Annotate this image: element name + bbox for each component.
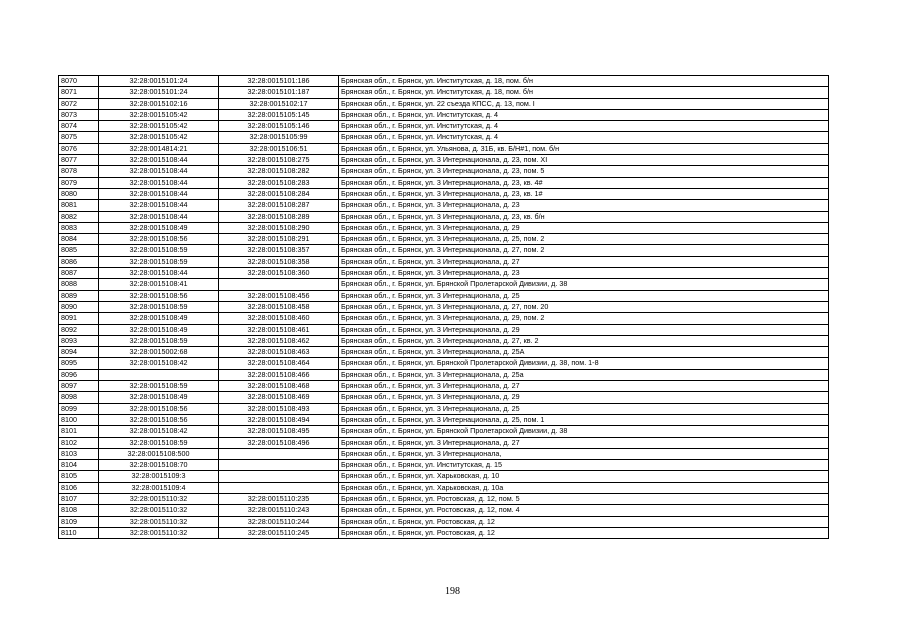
table-row: [59, 426, 829, 437]
quarter-number-cell: 32:28:0015108:59: [99, 301, 219, 312]
table-row: [59, 200, 829, 211]
table-row: [59, 155, 829, 166]
page-number: 198: [445, 586, 460, 597]
address-cell: Брянская обл., г. Брянск, ул. 3 Интернационала, д. 27, пом. 2: [339, 245, 829, 256]
address-cell: Брянская обл., г. Брянск, ул. Институтская, д. 4: [339, 132, 829, 143]
property-register-table: [58, 75, 829, 539]
row-number-cell: 8100: [59, 414, 99, 425]
address-cell: Брянская обл., г. Брянск, ул. Брянской Пролетарской Дивизии, д. 38: [339, 426, 829, 437]
row-number-cell: 8106: [59, 482, 99, 493]
cadastral-number-cell: [219, 482, 339, 493]
quarter-number-cell: 32:28:0015110:32: [99, 516, 219, 527]
address-cell: Брянская обл., г. Брянск, ул. 3 Интернационала, д. 29: [339, 392, 829, 403]
table-row: [59, 347, 829, 358]
quarter-number-cell: 32:28:0015108:49: [99, 324, 219, 335]
quarter-number-cell: 32:28:0015108:56: [99, 290, 219, 301]
row-number-cell: 8093: [59, 335, 99, 346]
row-number-cell: 8085: [59, 245, 99, 256]
cadastral-number-cell: 32:28:0015110:235: [219, 493, 339, 504]
quarter-number-cell: 32:28:0015108:44: [99, 268, 219, 279]
row-number-cell: 8108: [59, 505, 99, 516]
address-cell: Брянская обл., г. Брянск, ул. Институтская, д. 15: [339, 460, 829, 471]
cadastral-number-cell: 32:28:0015108:468: [219, 381, 339, 392]
cadastral-number-cell: 32:28:0015105:99: [219, 132, 339, 143]
cadastral-number-cell: 32:28:0015108:282: [219, 166, 339, 177]
cadastral-number-cell: 32:28:0015108:460: [219, 313, 339, 324]
address-cell: Брянская обл., г. Брянск, ул. Харьковская, д. 10: [339, 471, 829, 482]
quarter-number-cell: 32:28:0015002:68: [99, 347, 219, 358]
row-number-cell: 8079: [59, 177, 99, 188]
table-row: [59, 448, 829, 459]
cadastral-number-cell: 32:28:0015108:358: [219, 256, 339, 267]
quarter-number-cell: 32:28:0015108:44: [99, 155, 219, 166]
table-row: [59, 98, 829, 109]
row-number-cell: 8084: [59, 234, 99, 245]
cadastral-number-cell: 32:28:0015108:290: [219, 222, 339, 233]
row-number-cell: 8087: [59, 268, 99, 279]
table-row: [59, 324, 829, 335]
quarter-number-cell: 32:28:0015108:59: [99, 437, 219, 448]
table-row: [59, 121, 829, 132]
table-row: [59, 211, 829, 222]
row-number-cell: 8095: [59, 358, 99, 369]
row-number-cell: 8073: [59, 109, 99, 120]
quarter-number-cell: 32:28:0015109:4: [99, 482, 219, 493]
row-number-cell: 8098: [59, 392, 99, 403]
quarter-number-cell: 32:28:0015108:56: [99, 414, 219, 425]
table-row: [59, 460, 829, 471]
quarter-number-cell: 32:28:0015108:59: [99, 245, 219, 256]
row-number-cell: 8109: [59, 516, 99, 527]
cadastral-number-cell: 32:28:0015110:244: [219, 516, 339, 527]
address-cell: Брянская обл., г. Брянск, ул. 3 Интернационала, д. 23: [339, 268, 829, 279]
table-row: [59, 143, 829, 154]
address-cell: Брянская обл., г. Брянск, ул. 3 Интернационала, д. 25, пом. 1: [339, 414, 829, 425]
cadastral-number-cell: 32:28:0015108:462: [219, 335, 339, 346]
cadastral-number-cell: 32:28:0015105:146: [219, 121, 339, 132]
quarter-number-cell: 32:28:0015110:32: [99, 527, 219, 538]
quarter-number-cell: 32:28:0015108:59: [99, 381, 219, 392]
address-cell: Брянская обл., г. Брянск, ул. 3 Интернационала, д. 25: [339, 290, 829, 301]
table-row: [59, 109, 829, 120]
quarter-number-cell: 32:28:0015108:44: [99, 188, 219, 199]
quarter-number-cell: 32:28:0015108:56: [99, 403, 219, 414]
quarter-number-cell: 32:28:0015108:41: [99, 279, 219, 290]
cadastral-number-cell: 32:28:0015108:496: [219, 437, 339, 448]
table-row: [59, 256, 829, 267]
cadastral-number-cell: 32:28:0015102:17: [219, 98, 339, 109]
row-number-cell: 8081: [59, 200, 99, 211]
table-row: [59, 245, 829, 256]
quarter-number-cell: 32:28:0015109:3: [99, 471, 219, 482]
quarter-number-cell: 32:28:0015105:42: [99, 132, 219, 143]
address-cell: Брянская обл., г. Брянск, ул. 3 Интернационала, д. 23, кв. б/н: [339, 211, 829, 222]
cadastral-number-cell: 32:28:0015108:357: [219, 245, 339, 256]
quarter-number-cell: 32:28:0015108:70: [99, 460, 219, 471]
table-row: [59, 403, 829, 414]
cadastral-number-cell: [219, 460, 339, 471]
cadastral-number-cell: 32:28:0015108:493: [219, 403, 339, 414]
table-row: [59, 166, 829, 177]
address-cell: Брянская обл., г. Брянск, ул. 3 Интернационала, д. 23, кв. 1#: [339, 188, 829, 199]
cadastral-number-cell: 32:28:0015110:245: [219, 527, 339, 538]
quarter-number-cell: 32:28:0015108:59: [99, 335, 219, 346]
cadastral-number-cell: 32:28:0015101:187: [219, 87, 339, 98]
cadastral-number-cell: 32:28:0015108:494: [219, 414, 339, 425]
cadastral-number-cell: 32:28:0015108:275: [219, 155, 339, 166]
row-number-cell: 8090: [59, 301, 99, 312]
quarter-number-cell: 32:28:0015108:44: [99, 200, 219, 211]
quarter-number-cell: 32:28:0015110:32: [99, 493, 219, 504]
quarter-number-cell: 32:28:0015108:49: [99, 222, 219, 233]
row-number-cell: 8074: [59, 121, 99, 132]
cadastral-number-cell: [219, 279, 339, 290]
table-row: [59, 234, 829, 245]
cadastral-number-cell: 32:28:0015106:51: [219, 143, 339, 154]
row-number-cell: 8088: [59, 279, 99, 290]
address-cell: Брянская обл., г. Брянск, ул. Брянской Пролетарской Дивизии, д. 38: [339, 279, 829, 290]
table-row: [59, 358, 829, 369]
address-cell: Брянская обл., г. Брянск, ул. 3 Интернационала, д. 27, кв. 2: [339, 335, 829, 346]
address-cell: Брянская обл., г. Брянск, ул. 3 Интернационала, д. 27: [339, 437, 829, 448]
address-cell: Брянская обл., г. Брянск, ул. 3 Интернационала, д. 27, пом. 20: [339, 301, 829, 312]
address-cell: Брянская обл., г. Брянск, ул. 3 Интернационала, д. 23, кв. 4#: [339, 177, 829, 188]
cadastral-number-cell: [219, 471, 339, 482]
address-cell: Брянская обл., г. Брянск, ул. Брянской Пролетарской Дивизии, д. 38, пом. 1-8: [339, 358, 829, 369]
row-number-cell: 8105: [59, 471, 99, 482]
address-cell: Брянская обл., г. Брянск, ул. Ростовская, д. 12, пом. 4: [339, 505, 829, 516]
quarter-number-cell: 32:28:0015110:32: [99, 505, 219, 516]
row-number-cell: 8086: [59, 256, 99, 267]
cadastral-number-cell: 32:28:0015110:243: [219, 505, 339, 516]
cadastral-number-cell: 32:28:0015108:495: [219, 426, 339, 437]
row-number-cell: 8091: [59, 313, 99, 324]
table-row: [59, 527, 829, 538]
table-row: [59, 493, 829, 504]
cadastral-number-cell: 32:28:0015108:456: [219, 290, 339, 301]
row-number-cell: 8070: [59, 76, 99, 87]
address-cell: Брянская обл., г. Брянск, ул. Институтская, д. 18, пом. б/н: [339, 87, 829, 98]
cadastral-number-cell: 32:28:0015108:291: [219, 234, 339, 245]
cadastral-number-cell: 32:28:0015108:466: [219, 369, 339, 380]
row-number-cell: 8071: [59, 87, 99, 98]
cadastral-number-cell: 32:28:0015108:469: [219, 392, 339, 403]
address-cell: Брянская обл., г. Брянск, ул. Институтская, д. 18, пом. б/н: [339, 76, 829, 87]
address-cell: Брянская обл., г. Брянск, ул. Харьковская, д. 10а: [339, 482, 829, 493]
cadastral-number-cell: 32:28:0015101:186: [219, 76, 339, 87]
address-cell: Брянская обл., г. Брянск, ул. 3 Интернационала, д. 25А: [339, 347, 829, 358]
quarter-number-cell: 32:28:0015101:24: [99, 87, 219, 98]
quarter-number-cell: 32:28:0015105:42: [99, 109, 219, 120]
cadastral-number-cell: [219, 448, 339, 459]
row-number-cell: 8083: [59, 222, 99, 233]
table-row: [59, 132, 829, 143]
table-row: [59, 381, 829, 392]
quarter-number-cell: 32:28:0015108:44: [99, 166, 219, 177]
quarter-number-cell: 32:28:0015108:59: [99, 256, 219, 267]
address-cell: Брянская обл., г. Брянск, ул. 3 Интернационала, д. 23, пом. XI: [339, 155, 829, 166]
address-cell: Брянская обл., г. Брянск, ул. Ульянова, д. 31Б, кв. Б/Н#1, пом. б/н: [339, 143, 829, 154]
row-number-cell: 8104: [59, 460, 99, 471]
cadastral-number-cell: 32:28:0015108:461: [219, 324, 339, 335]
quarter-number-cell: 32:28:0015102:16: [99, 98, 219, 109]
cadastral-number-cell: 32:28:0015108:360: [219, 268, 339, 279]
row-number-cell: 8096: [59, 369, 99, 380]
quarter-number-cell: 32:28:0015108:500: [99, 448, 219, 459]
row-number-cell: 8097: [59, 381, 99, 392]
address-cell: Брянская обл., г. Брянск, ул. 22 съезда КПСС, д. 13, пом. I: [339, 98, 829, 109]
cadastral-number-cell: 32:28:0015108:458: [219, 301, 339, 312]
address-cell: Брянская обл., г. Брянск, ул. 3 Интернационала, д. 23, пом. 5: [339, 166, 829, 177]
quarter-number-cell: 32:28:0015108:42: [99, 358, 219, 369]
quarter-number-cell: 32:28:0015108:42: [99, 426, 219, 437]
row-number-cell: 8094: [59, 347, 99, 358]
row-number-cell: 8103: [59, 448, 99, 459]
cadastral-number-cell: 32:28:0015108:287: [219, 200, 339, 211]
quarter-number-cell: 32:28:0015108:49: [99, 313, 219, 324]
table-row: [59, 87, 829, 98]
row-number-cell: 8101: [59, 426, 99, 437]
table-row: [59, 222, 829, 233]
table-row: [59, 313, 829, 324]
table-row: [59, 76, 829, 87]
quarter-number-cell: 32:28:0015108:44: [99, 211, 219, 222]
table-row: [59, 369, 829, 380]
table-row: [59, 290, 829, 301]
table-row: [59, 335, 829, 346]
quarter-number-cell: [99, 369, 219, 380]
table-row: [59, 301, 829, 312]
row-number-cell: 8077: [59, 155, 99, 166]
address-cell: Брянская обл., г. Брянск, ул. Ростовская, д. 12: [339, 527, 829, 538]
cadastral-number-cell: 32:28:0015108:283: [219, 177, 339, 188]
address-cell: Брянская обл., г. Брянск, ул. Институтская, д. 4: [339, 121, 829, 132]
quarter-number-cell: 32:28:0015108:56: [99, 234, 219, 245]
address-cell: Брянская обл., г. Брянск, ул. 3 Интернационала, д. 29: [339, 324, 829, 335]
row-number-cell: 8075: [59, 132, 99, 143]
row-number-cell: 8082: [59, 211, 99, 222]
address-cell: Брянская обл., г. Брянск, ул. Ростовская, д. 12, пом. 5: [339, 493, 829, 504]
table-row: [59, 268, 829, 279]
row-number-cell: 8107: [59, 493, 99, 504]
address-cell: Брянская обл., г. Брянск, ул. 3 Интернационала, д. 25: [339, 403, 829, 414]
table-row: [59, 414, 829, 425]
quarter-number-cell: 32:28:0015101:24: [99, 76, 219, 87]
table-row: [59, 505, 829, 516]
row-number-cell: 8080: [59, 188, 99, 199]
table-row: [59, 392, 829, 403]
quarter-number-cell: 32:28:0015108:49: [99, 392, 219, 403]
table-row: [59, 471, 829, 482]
table-row: [59, 279, 829, 290]
row-number-cell: 8078: [59, 166, 99, 177]
table-row: [59, 188, 829, 199]
table-row: [59, 482, 829, 493]
row-number-cell: 8110: [59, 527, 99, 538]
table-row: [59, 516, 829, 527]
address-cell: Брянская обл., г. Брянск, ул. 3 Интернационала, д. 29: [339, 222, 829, 233]
row-number-cell: 8092: [59, 324, 99, 335]
quarter-number-cell: 32:28:0015108:44: [99, 177, 219, 188]
address-cell: Брянская обл., г. Брянск, ул. Институтская, д. 4: [339, 109, 829, 120]
row-number-cell: 8102: [59, 437, 99, 448]
cadastral-number-cell: 32:28:0015108:464: [219, 358, 339, 369]
address-cell: Брянская обл., г. Брянск, ул. 3 Интернационала, д. 23: [339, 200, 829, 211]
table-row: [59, 177, 829, 188]
quarter-number-cell: 32:28:0014814:21: [99, 143, 219, 154]
address-cell: Брянская обл., г. Брянск, ул. 3 Интернационала, д. 27: [339, 256, 829, 267]
table-row: [59, 437, 829, 448]
table-body: [59, 76, 829, 539]
row-number-cell: 8076: [59, 143, 99, 154]
address-cell: Брянская обл., г. Брянск, ул. 3 Интернационала, д. 25а: [339, 369, 829, 380]
address-cell: Брянская обл., г. Брянск, ул. 3 Интернационала, д. 27: [339, 381, 829, 392]
address-cell: Брянская обл., г. Брянск, ул. 3 Интернационала,: [339, 448, 829, 459]
cadastral-number-cell: 32:28:0015108:289: [219, 211, 339, 222]
cadastral-number-cell: 32:28:0015105:145: [219, 109, 339, 120]
row-number-cell: 8089: [59, 290, 99, 301]
address-cell: Брянская обл., г. Брянск, ул. Ростовская, д. 12: [339, 516, 829, 527]
cadastral-number-cell: 32:28:0015108:284: [219, 188, 339, 199]
address-cell: Брянская обл., г. Брянск, ул. 3 Интернационала, д. 25, пом. 2: [339, 234, 829, 245]
quarter-number-cell: 32:28:0015105:42: [99, 121, 219, 132]
address-cell: Брянская обл., г. Брянск, ул. 3 Интернационала, д. 29, пом. 2: [339, 313, 829, 324]
row-number-cell: 8072: [59, 98, 99, 109]
row-number-cell: 8099: [59, 403, 99, 414]
cadastral-number-cell: 32:28:0015108:463: [219, 347, 339, 358]
